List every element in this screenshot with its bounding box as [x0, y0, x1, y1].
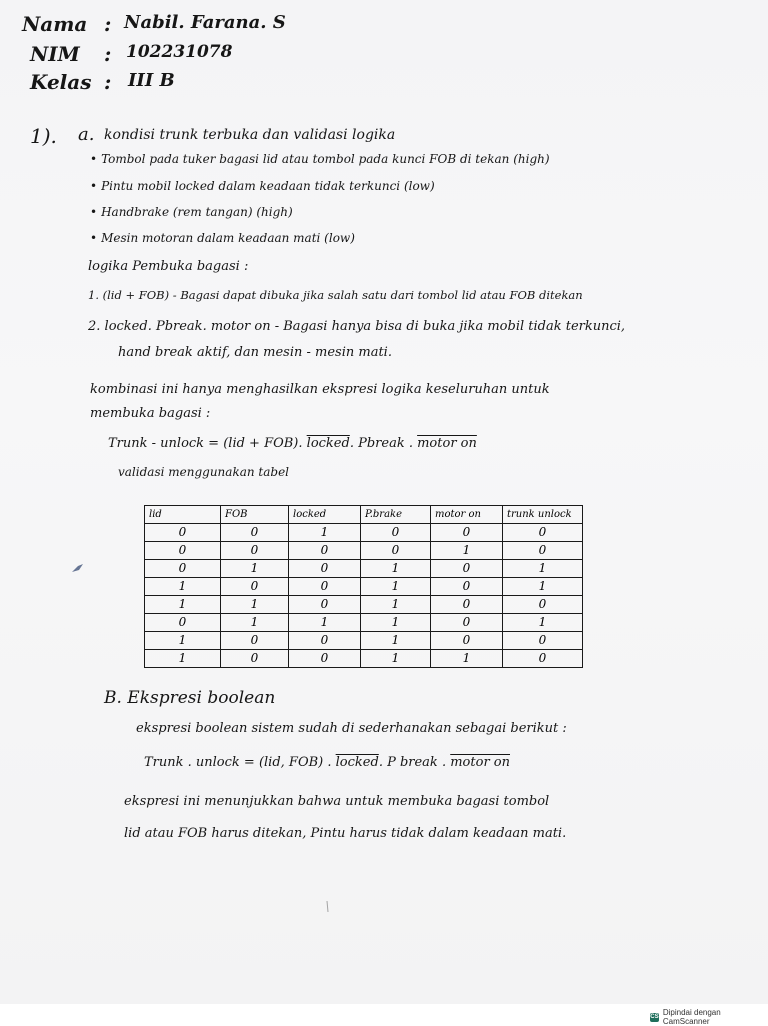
condition-bullet: • Tombol pada tuker bagasi lid atau tombol pada kunci FOB di tekan (high) — [90, 152, 550, 166]
table-header-row — [145, 506, 583, 524]
validasi-label: validasi menggunakan tabel — [118, 465, 290, 479]
table-cell: 0 — [289, 542, 361, 560]
table-cell: 1 — [361, 596, 431, 614]
table-row — [145, 614, 583, 632]
table-cell: 0 — [289, 560, 361, 578]
table-row — [145, 542, 583, 560]
table-cell: 1 — [503, 560, 583, 578]
conclusion-line2: lid atau FOB harus ditekan, Pintu harus tidak dalam keadaan mati. — [124, 826, 567, 841]
table-cell: 0 — [503, 650, 583, 668]
table-cell: 1 — [145, 578, 221, 596]
conclusion-line1: ekspresi ini menunjukkan bahwa untuk membuka bagasi tombol — [124, 794, 550, 809]
table-cell: 1 — [145, 650, 221, 668]
table-cell: 0 — [361, 524, 431, 542]
table-cell: 0 — [503, 524, 583, 542]
table-cell: 0 — [145, 614, 221, 632]
kelas-label: Kelas — [30, 70, 92, 94]
table-cell: 1 — [431, 650, 503, 668]
table-cell: 1 — [145, 632, 221, 650]
table-cell: 0 — [503, 542, 583, 560]
condition-bullet: • Mesin motoran dalam keadaan mati (low) — [90, 231, 355, 245]
table-row — [145, 578, 583, 596]
camscanner-watermark — [650, 1008, 768, 1026]
kombinasi-line2: membuka bagasi : — [90, 406, 211, 421]
table-cell: 1 — [361, 650, 431, 668]
kelas-value: III B — [128, 70, 175, 91]
nama-label: Nama — [22, 12, 88, 36]
nama-colon: : — [104, 12, 112, 36]
condition-bullet: • Handbrake (rem tangan) (high) — [90, 205, 293, 219]
table-cell: 0 — [289, 578, 361, 596]
column-header: lid — [145, 506, 221, 524]
table-cell: 1 — [361, 632, 431, 650]
logic-step-2-line1: 2. locked. Pbreak. motor on - Bagasi hanya bisa di buka jika mobil tidak terkunci, — [88, 319, 626, 334]
table-cell: 0 — [221, 632, 289, 650]
table-cell: 0 — [503, 632, 583, 650]
column-header: FOB — [221, 506, 289, 524]
ink-smudge — [70, 560, 86, 576]
question-number: 1). — [30, 124, 57, 148]
table-cell: 0 — [145, 560, 221, 578]
table-cell: 1 — [431, 542, 503, 560]
table-cell: 1 — [503, 614, 583, 632]
table-cell: 1 — [145, 596, 221, 614]
table-cell: 1 — [361, 578, 431, 596]
table-cell: 1 — [221, 614, 289, 632]
table-cell: 0 — [289, 596, 361, 614]
table-cell: 0 — [221, 524, 289, 542]
nim-label: NIM — [30, 42, 80, 66]
part-a-letter: a. — [78, 124, 95, 145]
table-cell: 0 — [145, 524, 221, 542]
table-cell: 0 — [503, 596, 583, 614]
nim-value: 102231078 — [126, 42, 233, 62]
logic-step-2-line2: hand break aktif, dan mesin - mesin mati. — [118, 345, 392, 360]
part-a-title: kondisi trunk terbuka dan validasi logika — [104, 127, 396, 143]
table-row — [145, 650, 583, 668]
table-cell: 1 — [221, 560, 289, 578]
table-cell: 0 — [221, 542, 289, 560]
ink-dot — [322, 900, 332, 914]
table-cell: 0 — [431, 560, 503, 578]
truth-table — [144, 505, 583, 668]
table-cell: 0 — [145, 542, 221, 560]
table-cell: 0 — [431, 614, 503, 632]
column-header: locked — [289, 506, 361, 524]
column-header: P.brake — [361, 506, 431, 524]
kelas-colon: : — [104, 70, 112, 94]
table-cell: 0 — [221, 650, 289, 668]
column-header: motor on — [431, 506, 503, 524]
part-b-title: B. Ekspresi boolean — [104, 688, 276, 708]
column-header: trunk unlock — [503, 506, 583, 524]
table-cell: 1 — [361, 614, 431, 632]
logic-heading: logika Pembuka bagasi : — [88, 259, 249, 274]
table-cell: 0 — [431, 632, 503, 650]
table-row — [145, 560, 583, 578]
nim-colon: : — [104, 42, 112, 66]
table-row — [145, 632, 583, 650]
table-cell: 0 — [289, 632, 361, 650]
part-b-line1: ekspresi boolean sistem sudah di sederhanakan sebagai berikut : — [136, 721, 567, 736]
trunk-unlock-expression: Trunk - unlock = (lid + FOB). locked. Pbreak . motor on — [108, 436, 477, 451]
table-cell: 1 — [503, 578, 583, 596]
condition-bullet: • Pintu mobil locked dalam keadaan tidak terkunci (low) — [90, 179, 435, 193]
table-cell: 0 — [289, 650, 361, 668]
boolean-expression: Trunk . unlock = (lid, FOB) . locked. P break . motor on — [144, 755, 510, 770]
table-cell: 1 — [289, 524, 361, 542]
table-cell: 0 — [431, 596, 503, 614]
camscanner-logo-icon: CS — [650, 1013, 659, 1020]
table-cell: 1 — [361, 560, 431, 578]
table-cell: 0 — [431, 578, 503, 596]
table-cell: 0 — [361, 542, 431, 560]
table-cell: 1 — [289, 614, 361, 632]
logic-step-1: 1. (lid + FOB) - Bagasi dapat dibuka jika salah satu dari tombol lid atau FOB ditekan — [88, 288, 583, 302]
table-cell: 0 — [221, 578, 289, 596]
table-row — [145, 596, 583, 614]
kombinasi-line1: kombinasi ini hanya menghasilkan ekspresi logika keseluruhan untuk — [90, 382, 550, 397]
table-row — [145, 524, 583, 542]
table-cell: 1 — [221, 596, 289, 614]
nama-value: Nabil. Farana. S — [124, 12, 286, 33]
camscanner-text: Dipindai dengan CamScanner — [662, 1008, 721, 1026]
table-cell: 0 — [431, 524, 503, 542]
